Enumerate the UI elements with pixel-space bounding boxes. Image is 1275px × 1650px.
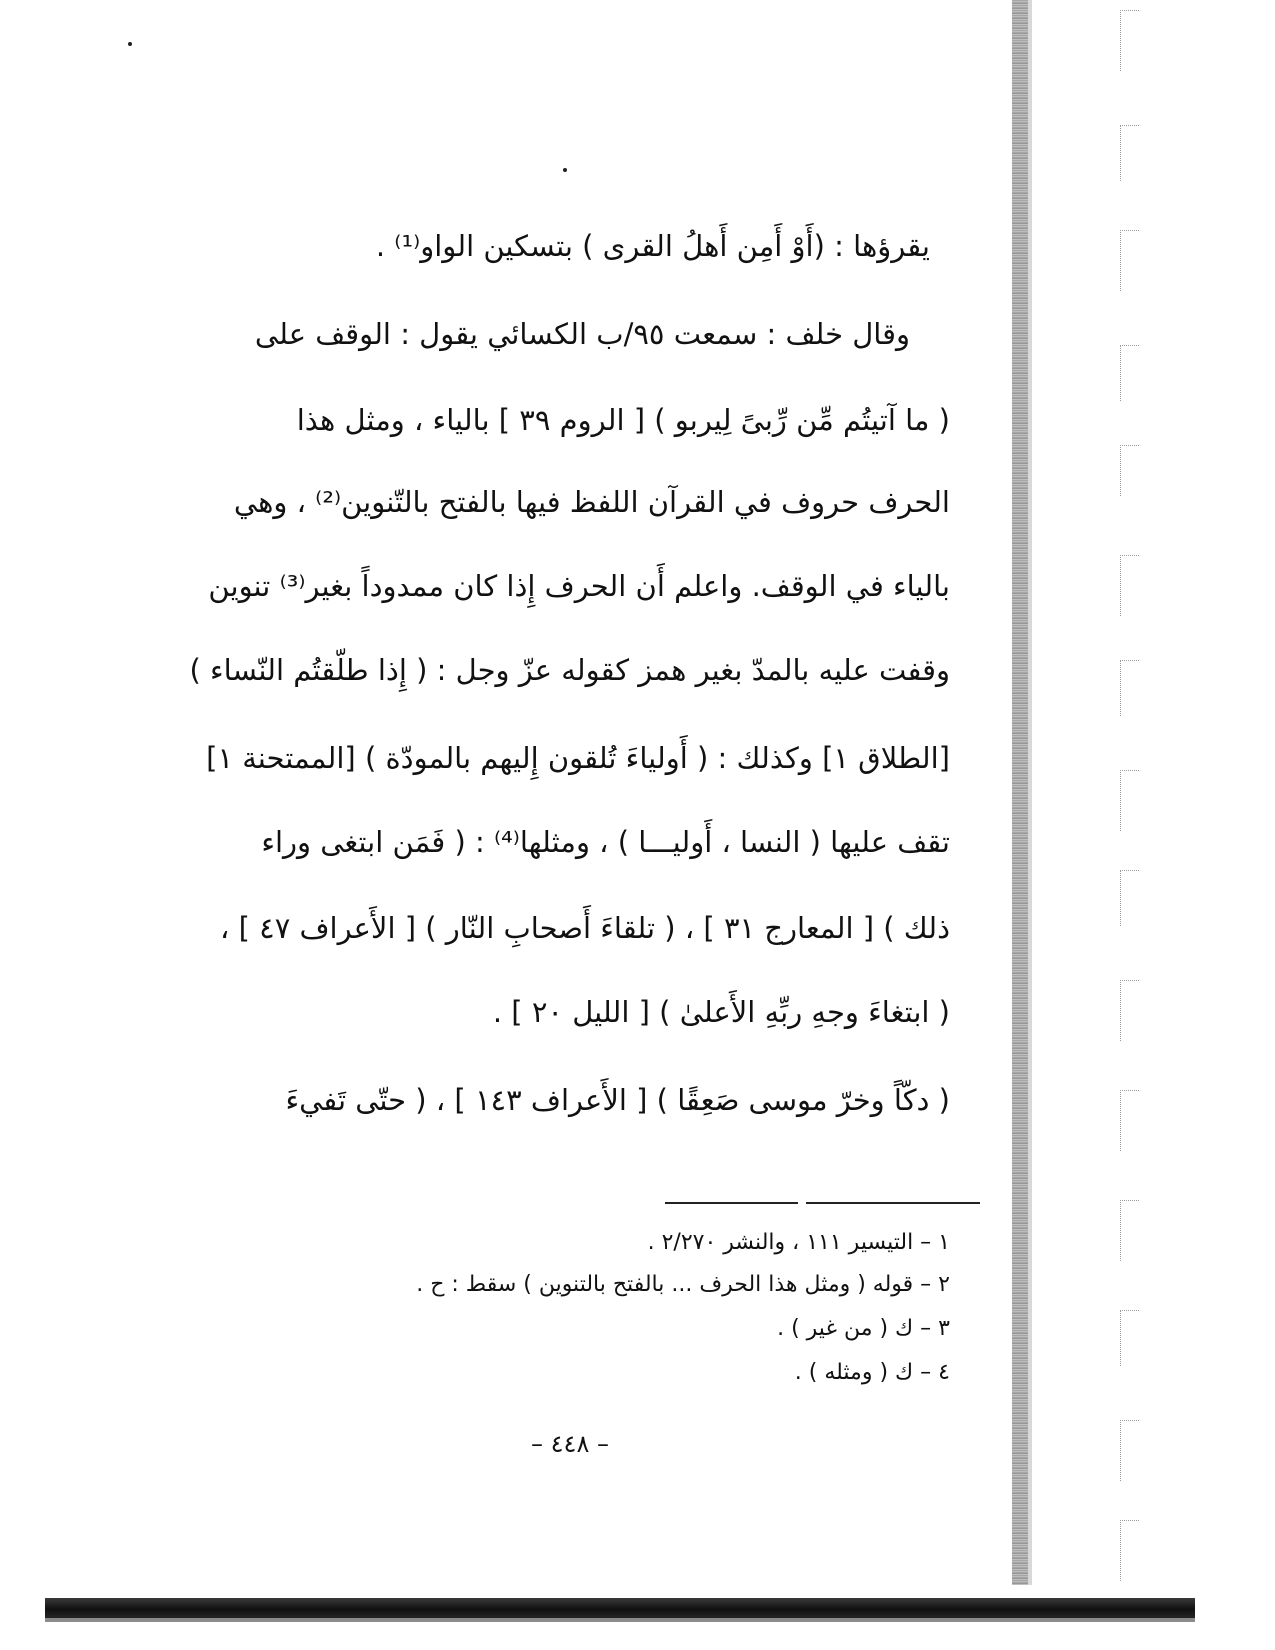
body-line: يقرؤها : (أَوْ أَمِن أَهلُ القرى ) بتسكين الواو⁽¹⁾ . xyxy=(375,229,930,263)
page-edge-mark xyxy=(1120,660,1139,716)
page-edge-mark xyxy=(1120,445,1139,496)
body-line: [الطلاق ١] وكذلك : ( أَولياءَ تُلقون إِليهم بالمودّة ) [الممتحنة ١] xyxy=(206,741,950,775)
page-edge-mark xyxy=(1120,1090,1139,1151)
book-binding-shadow xyxy=(1028,0,1032,1585)
body-line: الحرف حروف في القرآن اللفظ فيها بالفتح بالتّنوين⁽²⁾ ، وهي xyxy=(233,485,950,519)
adjacent-page-edge xyxy=(1120,0,1180,1600)
page-edge-mark xyxy=(1120,770,1139,831)
body-line: ( ما آتيتُم مِّن رِّبىً لِيربو ) [ الروم ٣٩ ] بالياء ، ومثل هذا xyxy=(296,403,950,437)
page-edge-mark xyxy=(1120,1420,1139,1481)
page-edge-mark xyxy=(1120,1310,1139,1366)
page-edge-mark xyxy=(1120,125,1139,181)
page-edge-mark xyxy=(1120,1200,1139,1261)
body-line: تقف عليها ( النسا ، أَوليـــا ) ، ومثلها⁽⁴⁾ : ( فَمَن ابتغى وراء xyxy=(261,825,950,859)
page-edge-mark xyxy=(1120,1520,1139,1581)
scan-speck xyxy=(563,168,567,172)
page-number: – ٤٤٨ – xyxy=(531,1430,609,1458)
page-edge-mark xyxy=(1120,345,1139,401)
body-line: وقفت عليه بالمدّ بغير همز كقوله عزّ وجل : ( إِذا طلّقتُم النّساء ) xyxy=(189,653,950,687)
scan-speck xyxy=(128,42,132,46)
page-edge-mark xyxy=(1120,555,1139,616)
page-edge-mark xyxy=(1120,980,1139,1041)
body-line: وقال خلف : سمعت ٩٥/ب الكسائي يقول : الوقف على xyxy=(254,317,910,351)
footnotes xyxy=(250,1228,950,1428)
scan-bottom-edge xyxy=(45,1598,1195,1620)
scan-bottom-edge-fade xyxy=(45,1618,1195,1622)
body-line: ( دكّاً وخرّ موسى صَعِقًا ) [ الأَعراف ١٤٣ ] ، ( حتّى تَفيءَ xyxy=(285,1083,950,1117)
footnote-item: ٢ – قوله ( ومثل هذا الحرف ... بالفتح بالتنوين ) سقط : ح . xyxy=(416,1272,950,1297)
footnote-separator-gap xyxy=(798,1198,806,1206)
page-edge-mark xyxy=(1120,870,1139,926)
footnote-item: ١ – التيسير ١١١ ، والنشر ٢/٢٧٠ . xyxy=(647,1230,950,1255)
page-edge-mark xyxy=(1120,230,1139,291)
body-line: ( ابتغاءَ وجهِ ربِّهِ الأَعلىٰ ) [ الليل ٢٠ ] . xyxy=(492,995,950,1029)
body-line: ذلك ) [ المعارج ٣١ ] ، ( تلقاءَ أَصحابِ النّار ) [ الأَعراف ٤٧ ] ، xyxy=(220,911,950,945)
footnote-item: ٤ – ك ( ومثله ) . xyxy=(794,1360,950,1385)
body-text xyxy=(180,210,980,1117)
book-binding-edge xyxy=(1012,0,1028,1585)
page-edge-mark xyxy=(1120,10,1139,71)
footnote-separator xyxy=(665,1202,980,1204)
footnote-item: ٣ – ك ( من غير ) . xyxy=(777,1316,950,1341)
body-line: بالياء في الوقف. واعلم أَن الحرف إِذا كان ممدوداً بغير⁽³⁾ تنوين xyxy=(208,569,950,603)
